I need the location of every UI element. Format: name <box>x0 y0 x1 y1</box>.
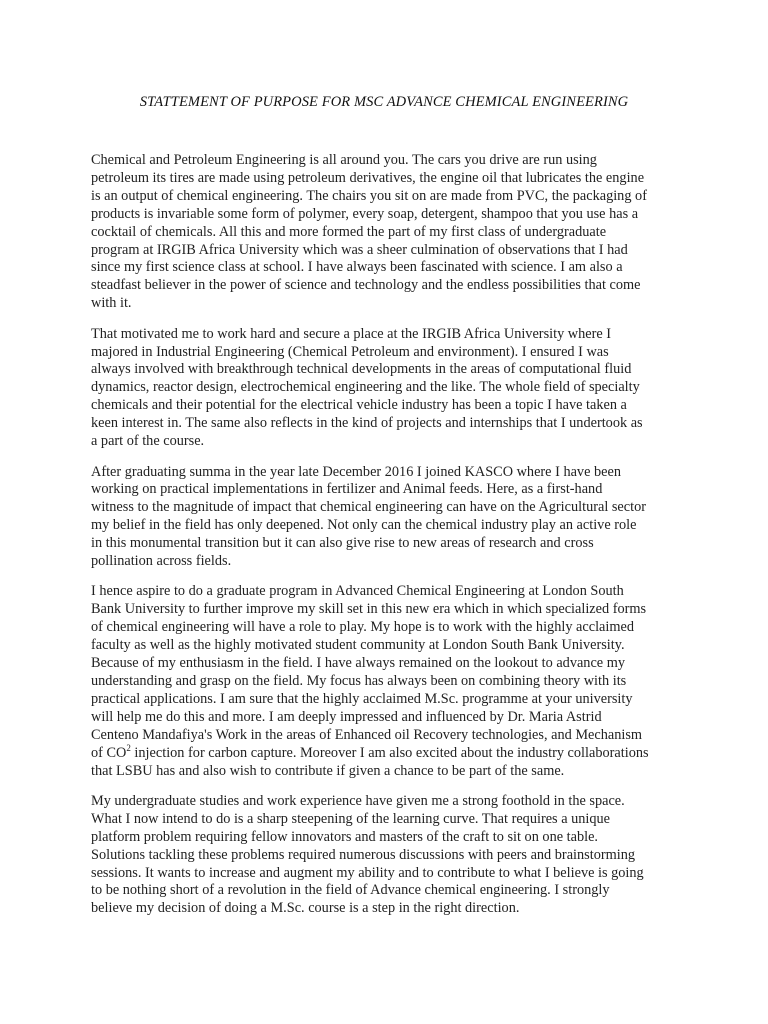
co2-text: of CO <box>91 744 127 761</box>
paragraph-2 <box>91 326 691 451</box>
text-line: that LSBU has and also wish to contribute if given a chance to be part of the same. <box>91 762 565 779</box>
text-line: Bank University to further improve my skill set in this new era which in which specialized forms <box>91 601 647 618</box>
text-line: cocktail of chemicals. All this and more formed the part of my first class of undergraduate <box>91 223 607 240</box>
text-line: program at IRGIB Africa University which was a sheer culmination of observations that I had <box>91 241 628 258</box>
text-line: I hence aspire to do a graduate program in Advanced Chemical Engineering at London South <box>91 583 624 600</box>
text-line: chemicals and their potential for the electrical vehicle industry has been a topic I have taken a <box>91 397 627 414</box>
text-line: witness to the magnitude of impact that chemical engineering can have on the Agricultural sector <box>91 499 647 516</box>
paragraph-1 <box>91 152 691 313</box>
text-line: working on practical implementations in fertilizer and Animal feeds. Here, as a first-hand <box>91 481 603 498</box>
text-line: a part of the course. <box>91 433 205 450</box>
text-line: petroleum its tires are made using petroleum derivatives, the engine oil that lubricates the engine <box>91 169 645 186</box>
text-line: in this monumental transition but it can also give rise to new areas of research and cross <box>91 535 594 552</box>
text-line: with it. <box>91 295 132 312</box>
document-title: STATTEMENT OF PURPOSE FOR MSC ADVANCE CHEMICAL ENGINEERING <box>139 94 629 110</box>
text-line: products is invariable some form of polymer, every soap, detergent, shampoo that you use has a <box>91 205 639 222</box>
text-line: majored in Industrial Engineering (Chemical Petroleum and environment). I ensured I was <box>91 343 609 360</box>
text-line: keen interest in. The same also reflects in the kind of projects and internships that I undertook as <box>91 415 643 432</box>
text-line: dynamics, reactor design, electrochemical engineering and the like. The whole field of specialty <box>91 379 640 396</box>
text-line: understanding and grasp on the field. My focus has always been on combining theory with its <box>91 672 627 689</box>
text-line: What I now intend to do is a sharp steepening of the learning curve. That requires a unique <box>91 810 611 827</box>
text-line: Solutions tackling these problems required numerous discussions with peers and brainstorming <box>91 846 635 863</box>
text-line: is an output of chemical engineering. The chairs you sit on are made from PVC, the packaging of <box>91 187 647 204</box>
document-body <box>91 152 691 931</box>
text-line: always involved with breakthrough technical developments in the areas of computational fluid <box>91 361 632 378</box>
text-line: to be nothing short of a revolution in the field of Advance chemical engineering. I strongly <box>91 882 610 899</box>
text-line: of chemical engineering will have a role to play. My hope is to work with the highly acclaimed <box>91 619 634 636</box>
paragraph-4 <box>91 583 691 780</box>
text-line: Because of my enthusiasm in the field. I have always remained on the lookout to advance my <box>91 655 625 672</box>
paragraph-3 <box>91 464 691 571</box>
text-line: faculty as well as the highly motivated student community at London South Bank University. <box>91 637 625 654</box>
paragraph-5 <box>91 793 691 918</box>
text-line: pollination across fields. <box>91 553 232 570</box>
co2-subscript-2: 2 <box>126 742 131 753</box>
text-line: Chemical and Petroleum Engineering is all around you. The cars you drive are run using <box>91 152 597 168</box>
text-line: since my first science class at school. I have always been fascinated with science. I am also a <box>91 259 623 276</box>
text-line: will help me do this and more. I am deeply impressed and influenced by Dr. Maria Astrid <box>91 708 602 725</box>
text-line: That motivated me to work hard and secure a place at the IRGIB Africa University where I <box>91 325 612 342</box>
text-line: believe my decision of doing a M.Sc. course is a step in the right direction. <box>91 900 520 917</box>
text-line: steadfast believer in the power of science and technology and the endless possibilities that come <box>91 277 641 294</box>
text-line: platform problem requiring fellow innovators and masters of the craft to sit on one table. <box>91 828 599 845</box>
text-line-co2 <box>91 742 691 763</box>
text-line: My undergraduate studies and work experience have given me a strong foothold in the space. <box>91 792 625 809</box>
text-line: practical applications. I am sure that the highly acclaimed M.Sc. programme at your university <box>91 690 633 707</box>
text-line: Centeno Mandafiya's Work in the areas of Enhanced oil Recovery technologies, and Mechanism <box>91 726 643 743</box>
text-line: sessions. It wants to increase and augment my ability and to contribute to what I believe is going <box>91 864 644 881</box>
co2-line-rest: injection for carbon capture. Moreover I am also excited about the industry collaborations <box>130 744 649 761</box>
text-line: After graduating summa in the year late December 2016 I joined KASCO where I have been <box>91 463 621 480</box>
text-line: my belief in the field has only deepened. Not only can the chemical industry play an active role <box>91 517 637 534</box>
